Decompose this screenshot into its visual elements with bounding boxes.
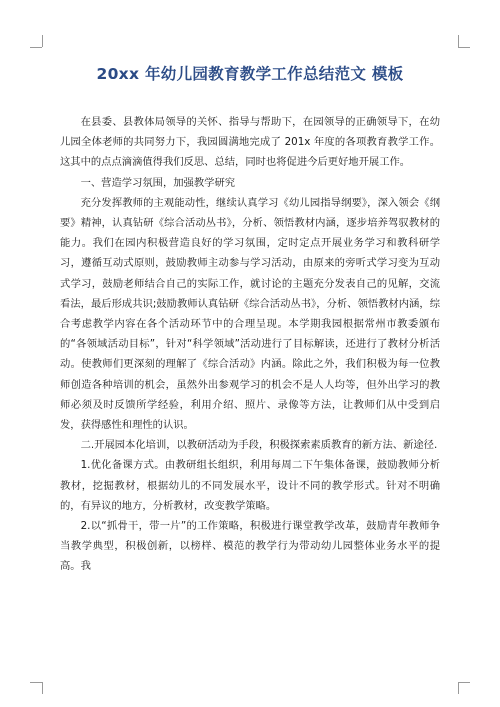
crop-mark-top-left-h xyxy=(30,47,42,48)
crop-mark-bottom-right-h xyxy=(458,682,470,683)
document-title: 20xx 年幼儿园教育教学工作总结范文 模板 xyxy=(96,65,404,83)
crop-mark-bottom-left-h xyxy=(30,682,42,683)
section-heading-2: 二.开展园本化培训，以教研活动为手段，积极探索素质教育的新方法、新途径. xyxy=(80,439,438,452)
item-1-paragraph: 1.优化备课方式。由教研组长组织，利用每周二下午集体备课，鼓励教师分析教材，挖掘教材，根据幼儿的不同发展水平，设计不同的教学形式。针对不明确的，有异议的地方，分析教材，改变教学策略。 xyxy=(60,459,440,512)
item-2-paragraph: 2.以“抓骨干，带一片”的工作策略，积极进行课堂教学改革，鼓励青年教师争当教学典型，积极创新，以榜样、模范的教学行为带动幼儿园整体业务水平的提高。我 xyxy=(60,520,440,573)
crop-mark-top-right-v xyxy=(458,35,459,47)
crop-mark-top-right-h xyxy=(458,47,470,48)
crop-mark-bottom-right-v xyxy=(458,682,459,694)
section-heading-1: 一、营造学习氛围，加强教学研究 xyxy=(80,176,236,189)
section-1-paragraph: 充分发挥教师的主观能动性，继续认真学习《幼儿园指导纲要》，深入领会《纲要》精神，认真钻研《综合活动丛书》，分析、领悟教材内涵，逐步培养驾驭教材的能力。我们在园内积极营造良好的学习氛围，定时定点开展业务学习和教科研学习，遵循互动式原则，鼓励教师主动参与学习活动，由原来的旁听式学习变为互动式学习，鼓励老师结合自己的实际工作，就讨论的主题充分发表自己的见解，交流看法，最后形成共识;鼓励教师认真钻研《综合活动丛书》，分析、领悟教材内涵，综合考虑教学内容在各个活动环节中的合理呈现。本学期我园根据常州市教委颁布的“各领域活动目标”，针对“科学领域”活动进行了目标解读，还进行了教材分析活动。使教师们更深刻的理解了《综合活动》内涵。除此之外，我们积极为每一位教师创造各种培训的机会，虽然外出参观学习的机会不是人人均等，但外出学习的教师必须及时反馈所学经验，利用介绍、照片、录像等方法，让教师们从中受到启发，获得感性和理性的认识。 xyxy=(60,196,440,432)
intro-paragraph: 在县委、县教体局领导的关怀、指导与帮助下，在园领导的正确领导下，在幼儿园全体老师的共同努力下，我园圆满地完成了 201x 年度的各项教育教学工作。这其中的点点滴滴值得我们反思、总结，同时也将促进今后更好地开展工作。 xyxy=(60,116,440,169)
crop-mark-bottom-left-v xyxy=(42,682,43,694)
crop-mark-top-left-v xyxy=(42,35,43,47)
document-body xyxy=(60,112,440,577)
